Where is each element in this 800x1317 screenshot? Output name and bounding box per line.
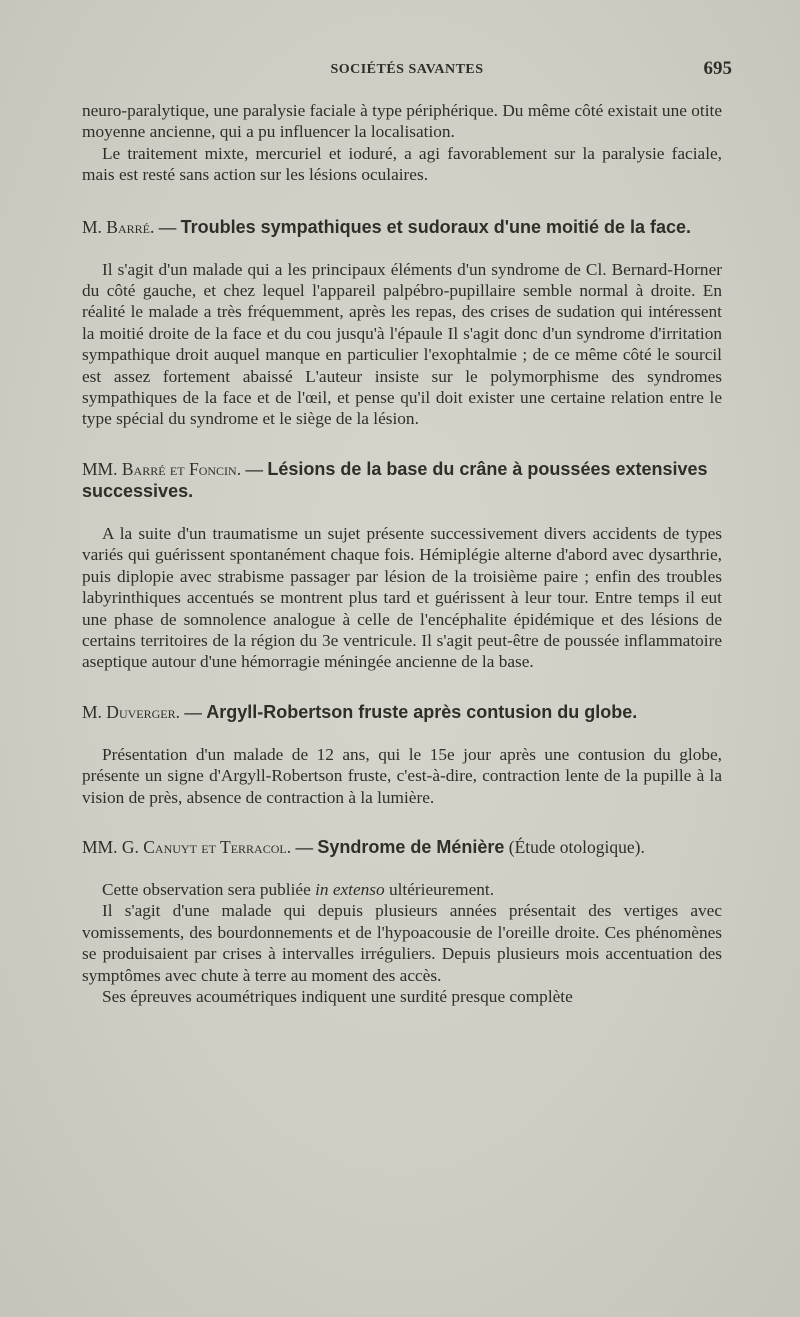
section-authors: M. Barré.	[82, 216, 155, 237]
section-heading	[82, 701, 722, 723]
section-authors: MM. G. Canuyt et Terracol.	[82, 836, 292, 857]
section-title: Troubles sympathiques et sudoraux d'une moitié de la face.	[180, 216, 692, 237]
section-barre	[82, 216, 722, 430]
section-subtitle: (Étude otologique).	[508, 836, 645, 857]
section-canuyt-terracol	[82, 836, 722, 1007]
section-heading	[82, 836, 722, 858]
section-paragraph: Ses épreuves acoumétriques indiquent une surdité presque complète	[102, 986, 573, 1006]
section-duverger	[82, 701, 722, 808]
section-paragraph: A la suite d'un traumatisme un sujet présente successivement divers accidents de types variés qui guérissent spontanément chaque fois. Hémiplégie alterne d'abord avec dysarthrie, puis diplopie avec strabisme passager par lésion de la troisième paire ; enfin des troubles labyrinthiques accentués se montrent plus tard et guérissent à leur tour. Entre temps il eut une phase de somnolence analogue à celle de l'encéphalite épidémique et des lésions de certains territoires de la région du 3e ventricule. Il s'agit peut-être de poussée inflammatoire aseptique autour d'une hémorragie méningée ancienne de la base.	[82, 523, 722, 672]
note-suffix: ultérieurement.	[384, 879, 495, 899]
section-title: Lésions de la base du crâne à poussées extensives successives.	[82, 458, 708, 501]
section-note	[82, 879, 722, 900]
note-prefix: Cette observation sera publiée	[102, 879, 316, 899]
heading-dash: —	[158, 216, 181, 237]
section-paragraph: Il s'agit d'une malade qui depuis plusieurs années présentait des vertiges avec vomissements, des bourdonnements et de l'hypoacousie de l'oreille droite. Ces phénomènes se produisaient par crises à intervalles irréguliers. Depuis plusieurs mois accentuation des symptômes avec chute à terre au moment des accès.	[82, 901, 722, 985]
section-barre-foncin	[82, 458, 722, 673]
heading-dash: —	[295, 836, 318, 857]
section-title: Argyll-Robertson fruste après contusion du globe.	[206, 701, 638, 722]
section-title: Syndrome de Ménière	[317, 836, 505, 857]
page-header	[82, 58, 732, 88]
section-heading	[82, 458, 722, 502]
section-authors: M. Duverger.	[82, 701, 180, 722]
heading-dash: —	[245, 458, 268, 479]
page-number: 695	[703, 58, 732, 79]
intro-paragraph-1: neuro-paralytique, une paralysie faciale à type périphérique. Du même côté existait une otite moyenne ancienne, qui a pu influencer la localisation.	[82, 101, 722, 142]
note-italic: in extenso	[315, 879, 385, 899]
running-head: SOCIÉTÉS SAVANTES	[330, 62, 484, 77]
section-heading	[82, 216, 722, 238]
section-authors: MM. Barré et Foncin.	[82, 458, 242, 479]
heading-dash: —	[184, 701, 207, 722]
section-paragraph: Présentation d'un malade de 12 ans, qui le 15e jour après une contusion du globe, présente un signe d'Argyll-Robertson fruste, c'est-à-dire, contraction lente de la pupille à la vision de près, absence de contraction à la lumière.	[82, 744, 722, 807]
page-body	[82, 100, 722, 1007]
section-paragraph: Il s'agit d'un malade qui a les principaux éléments d'un syndrome de Cl. Bernard-Horner du côté gauche, et chez lequel l'appareil palpébro-pupillaire semble normal à droite. En réalité le malade a très fréquemment, après les repas, des crises de sudation qui intéressent la moitié droite de la face et du cou jusqu'à l'épaule Il s'agit donc d'un syndrome d'irritation sympathique droit auquel manque en particulier l'exophtalmie ; de ce même côté le sourcil est assez fortement abaissé L'auteur insiste sur le polymorphisme des syndromes sympathiques de la face et de l'œil, et pense qu'il doit exister une certaine relation entre le type spécial du syndrome et le siège de la lésion.	[82, 259, 722, 429]
intro-paragraph-2: Le traitement mixte, mercuriel et ioduré, a agi favorablement sur la paralysie faciale, mais est resté sans action sur les lésions oculaires.	[82, 143, 722, 185]
